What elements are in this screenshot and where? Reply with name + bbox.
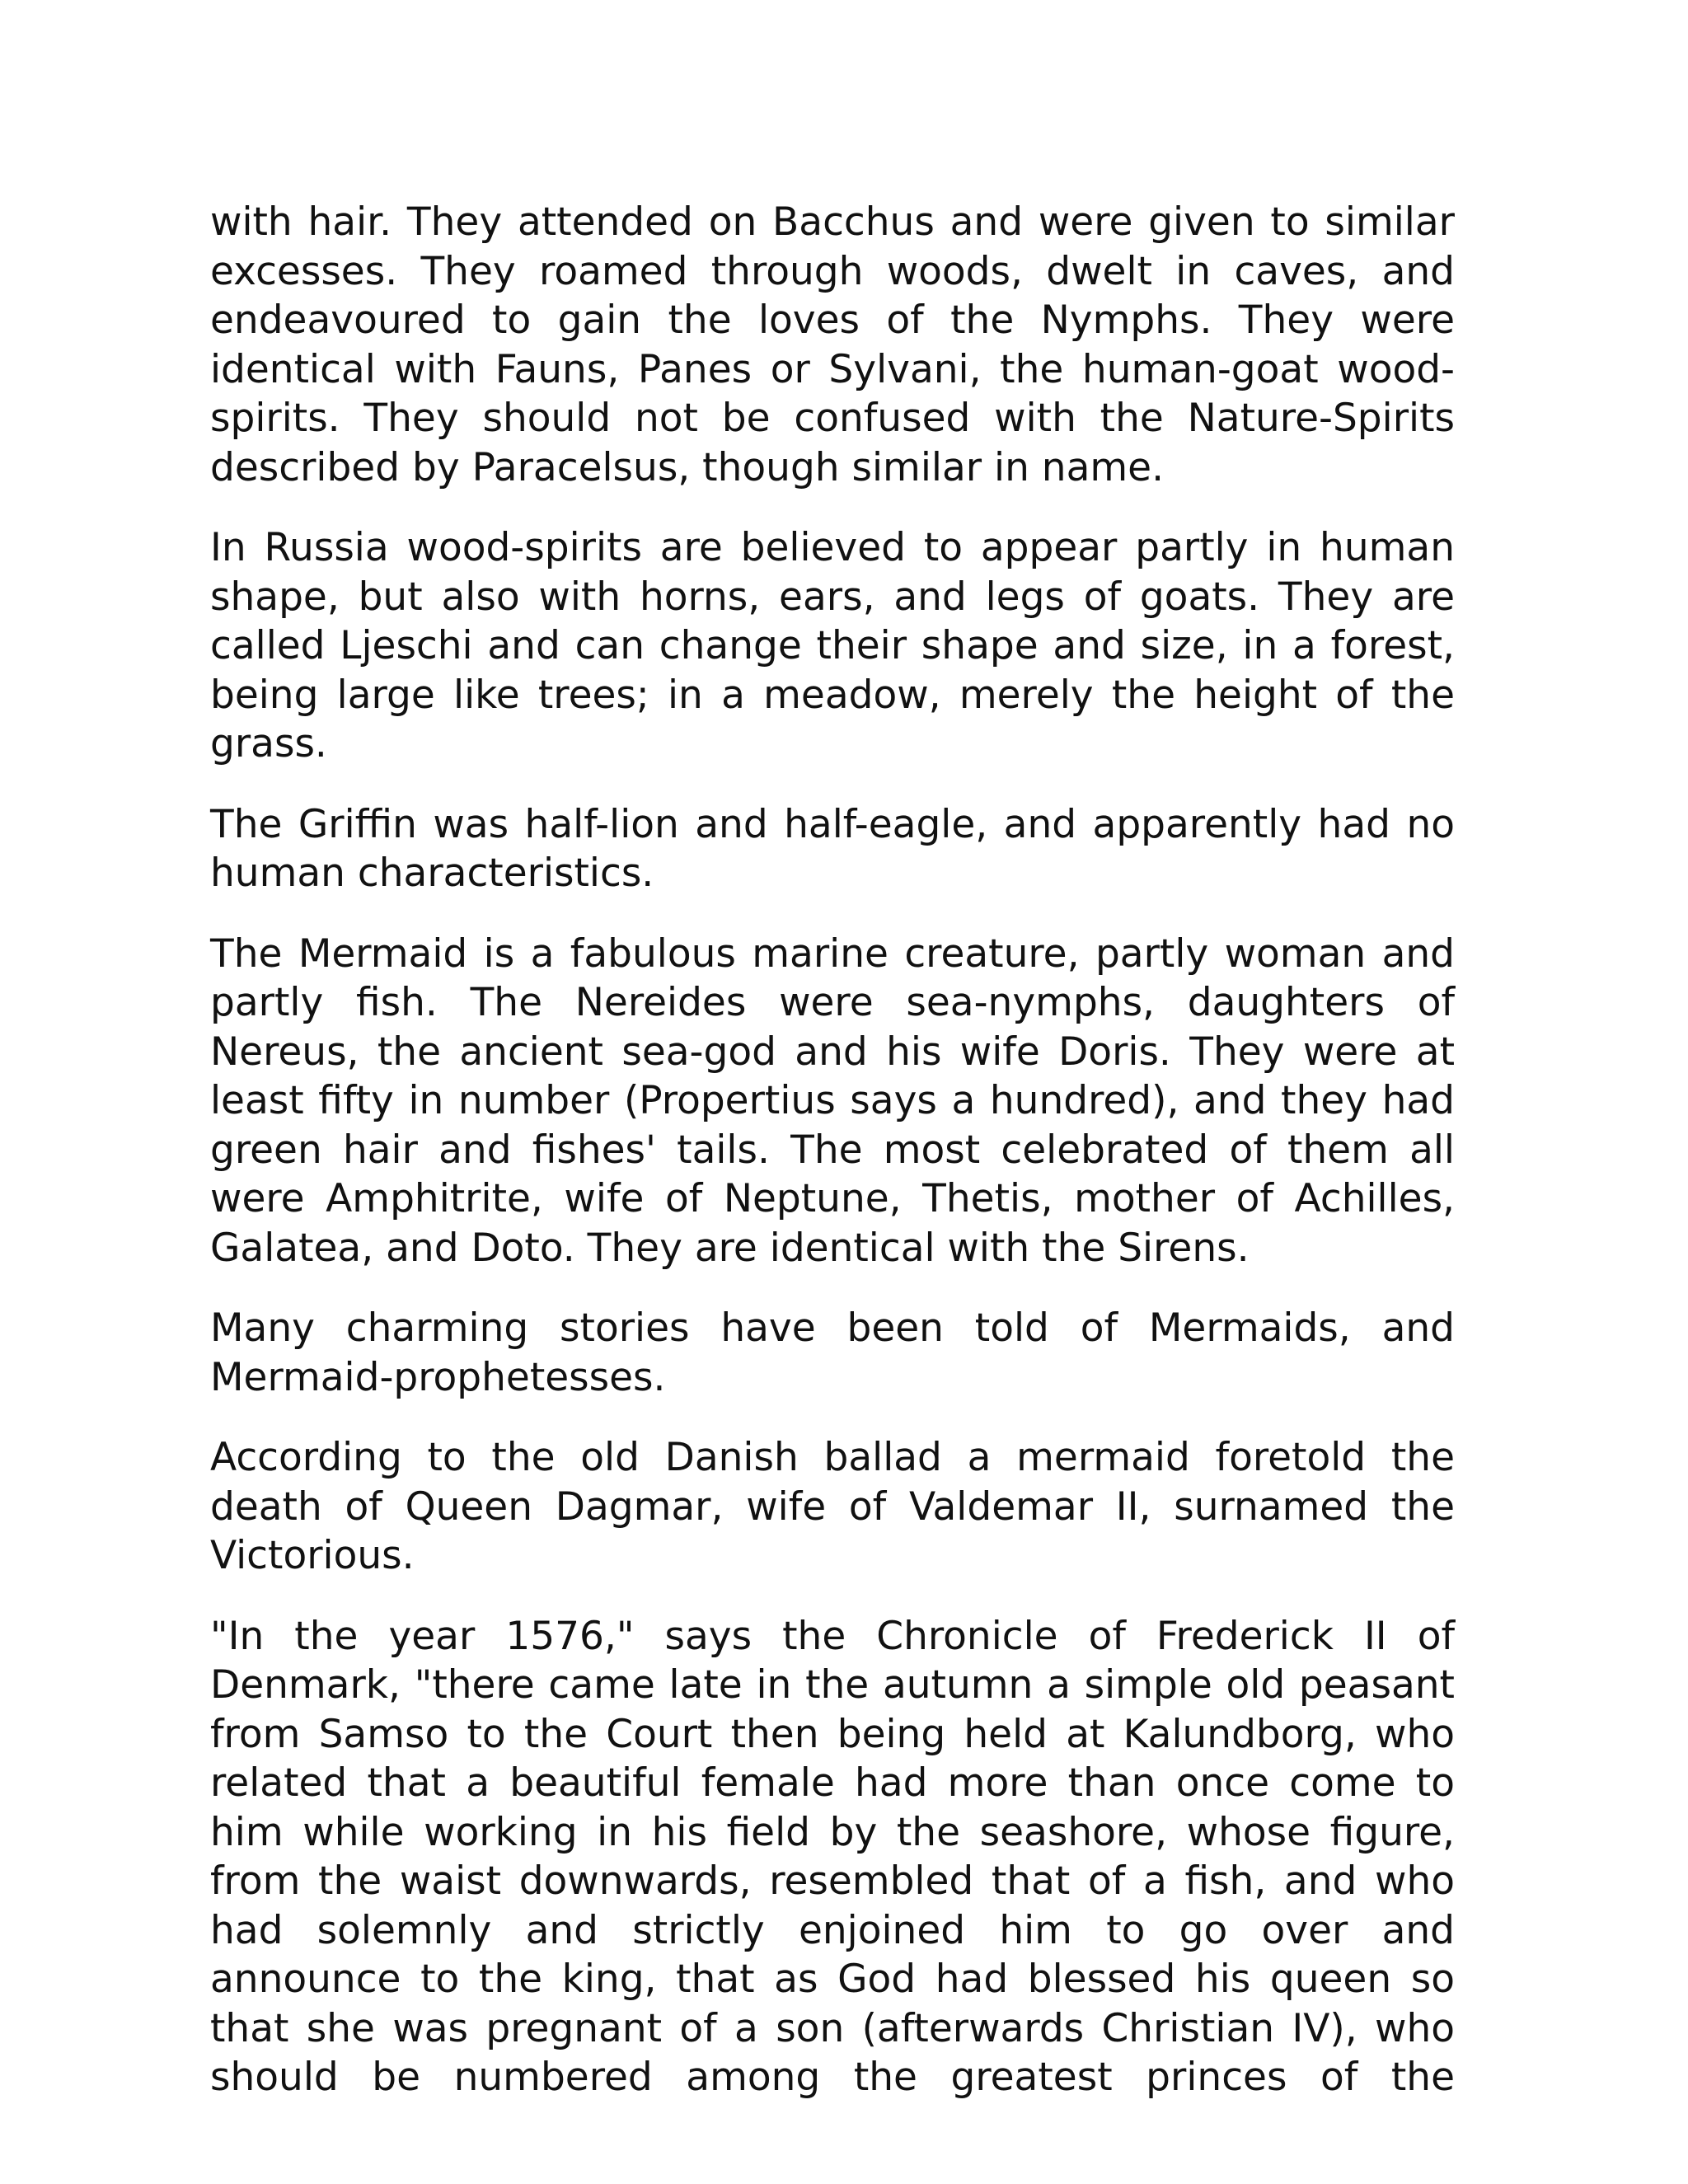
paragraph-griffin: The Griffin was half-lion and half-eagle, and apparently had no human characteristics.	[210, 801, 1455, 896]
paragraph-russian-wood-spirits: In Russia wood-spirits are believed to appear partly in human shape, but also with horns, ears, and legs of goats. They are called Ljeschi and can change their shape and size, in a forest, being large like trees; in a meadow, merely the height of the grass.	[210, 525, 1455, 766]
paragraph-mermaid: The Mermaid is a fabulous marine creature, partly woman and partly fish. The Nereides were sea-nymphs, daughters of Nereus, the ancient sea-god and his wife Doris. They were at least fifty in number (Propertius says a hundred), and they had green hair and fishes' tails. The most celebrated of them all were Amphitrite, wife of Neptune, Thetis, mother of Achilles, Galatea, and Doto. They are identical with the Sirens.	[210, 930, 1455, 1271]
paragraph-chronicle-quote: "In the year 1576," says the Chronicle of Frederick II of Denmark, "there came late in the autumn a simple old peasant from Samso to the Court then being held at Kalundborg, who related that a beautiful female had more than once come to him while working in his field by the seashore, whose figure, from the waist downwards, resembled that of a fish, and who had solemnly and strictly enjoined him to go over and announce to the king, that as God had blessed his queen so that she was pregnant of a son (afterwards Christian IV), who should be numbered among the greatest princes of the	[210, 1613, 1455, 2100]
paragraph-satyrs: with hair. They attended on Bacchus and were given to similar excesses. They roamed through woods, dwelt in caves, and endeavoured to gain the loves of the Nymphs. They were identical with Fauns, Panes or Sylvani, the human-goat wood-spirits. They should not be confused with the Nature-Spirits described by Paracelsus, though similar in name.	[210, 199, 1455, 490]
document-page	[210, 198, 1455, 2102]
paragraph-mermaid-stories: Many charming stories have been told of Mermaids, and Mermaid-prophetesses.	[210, 1305, 1455, 1400]
paragraph-danish-ballad: According to the old Danish ballad a mermaid foretold the death of Queen Dagmar, wife of Valdemar II, surnamed the Victorious.	[210, 1435, 1455, 1578]
